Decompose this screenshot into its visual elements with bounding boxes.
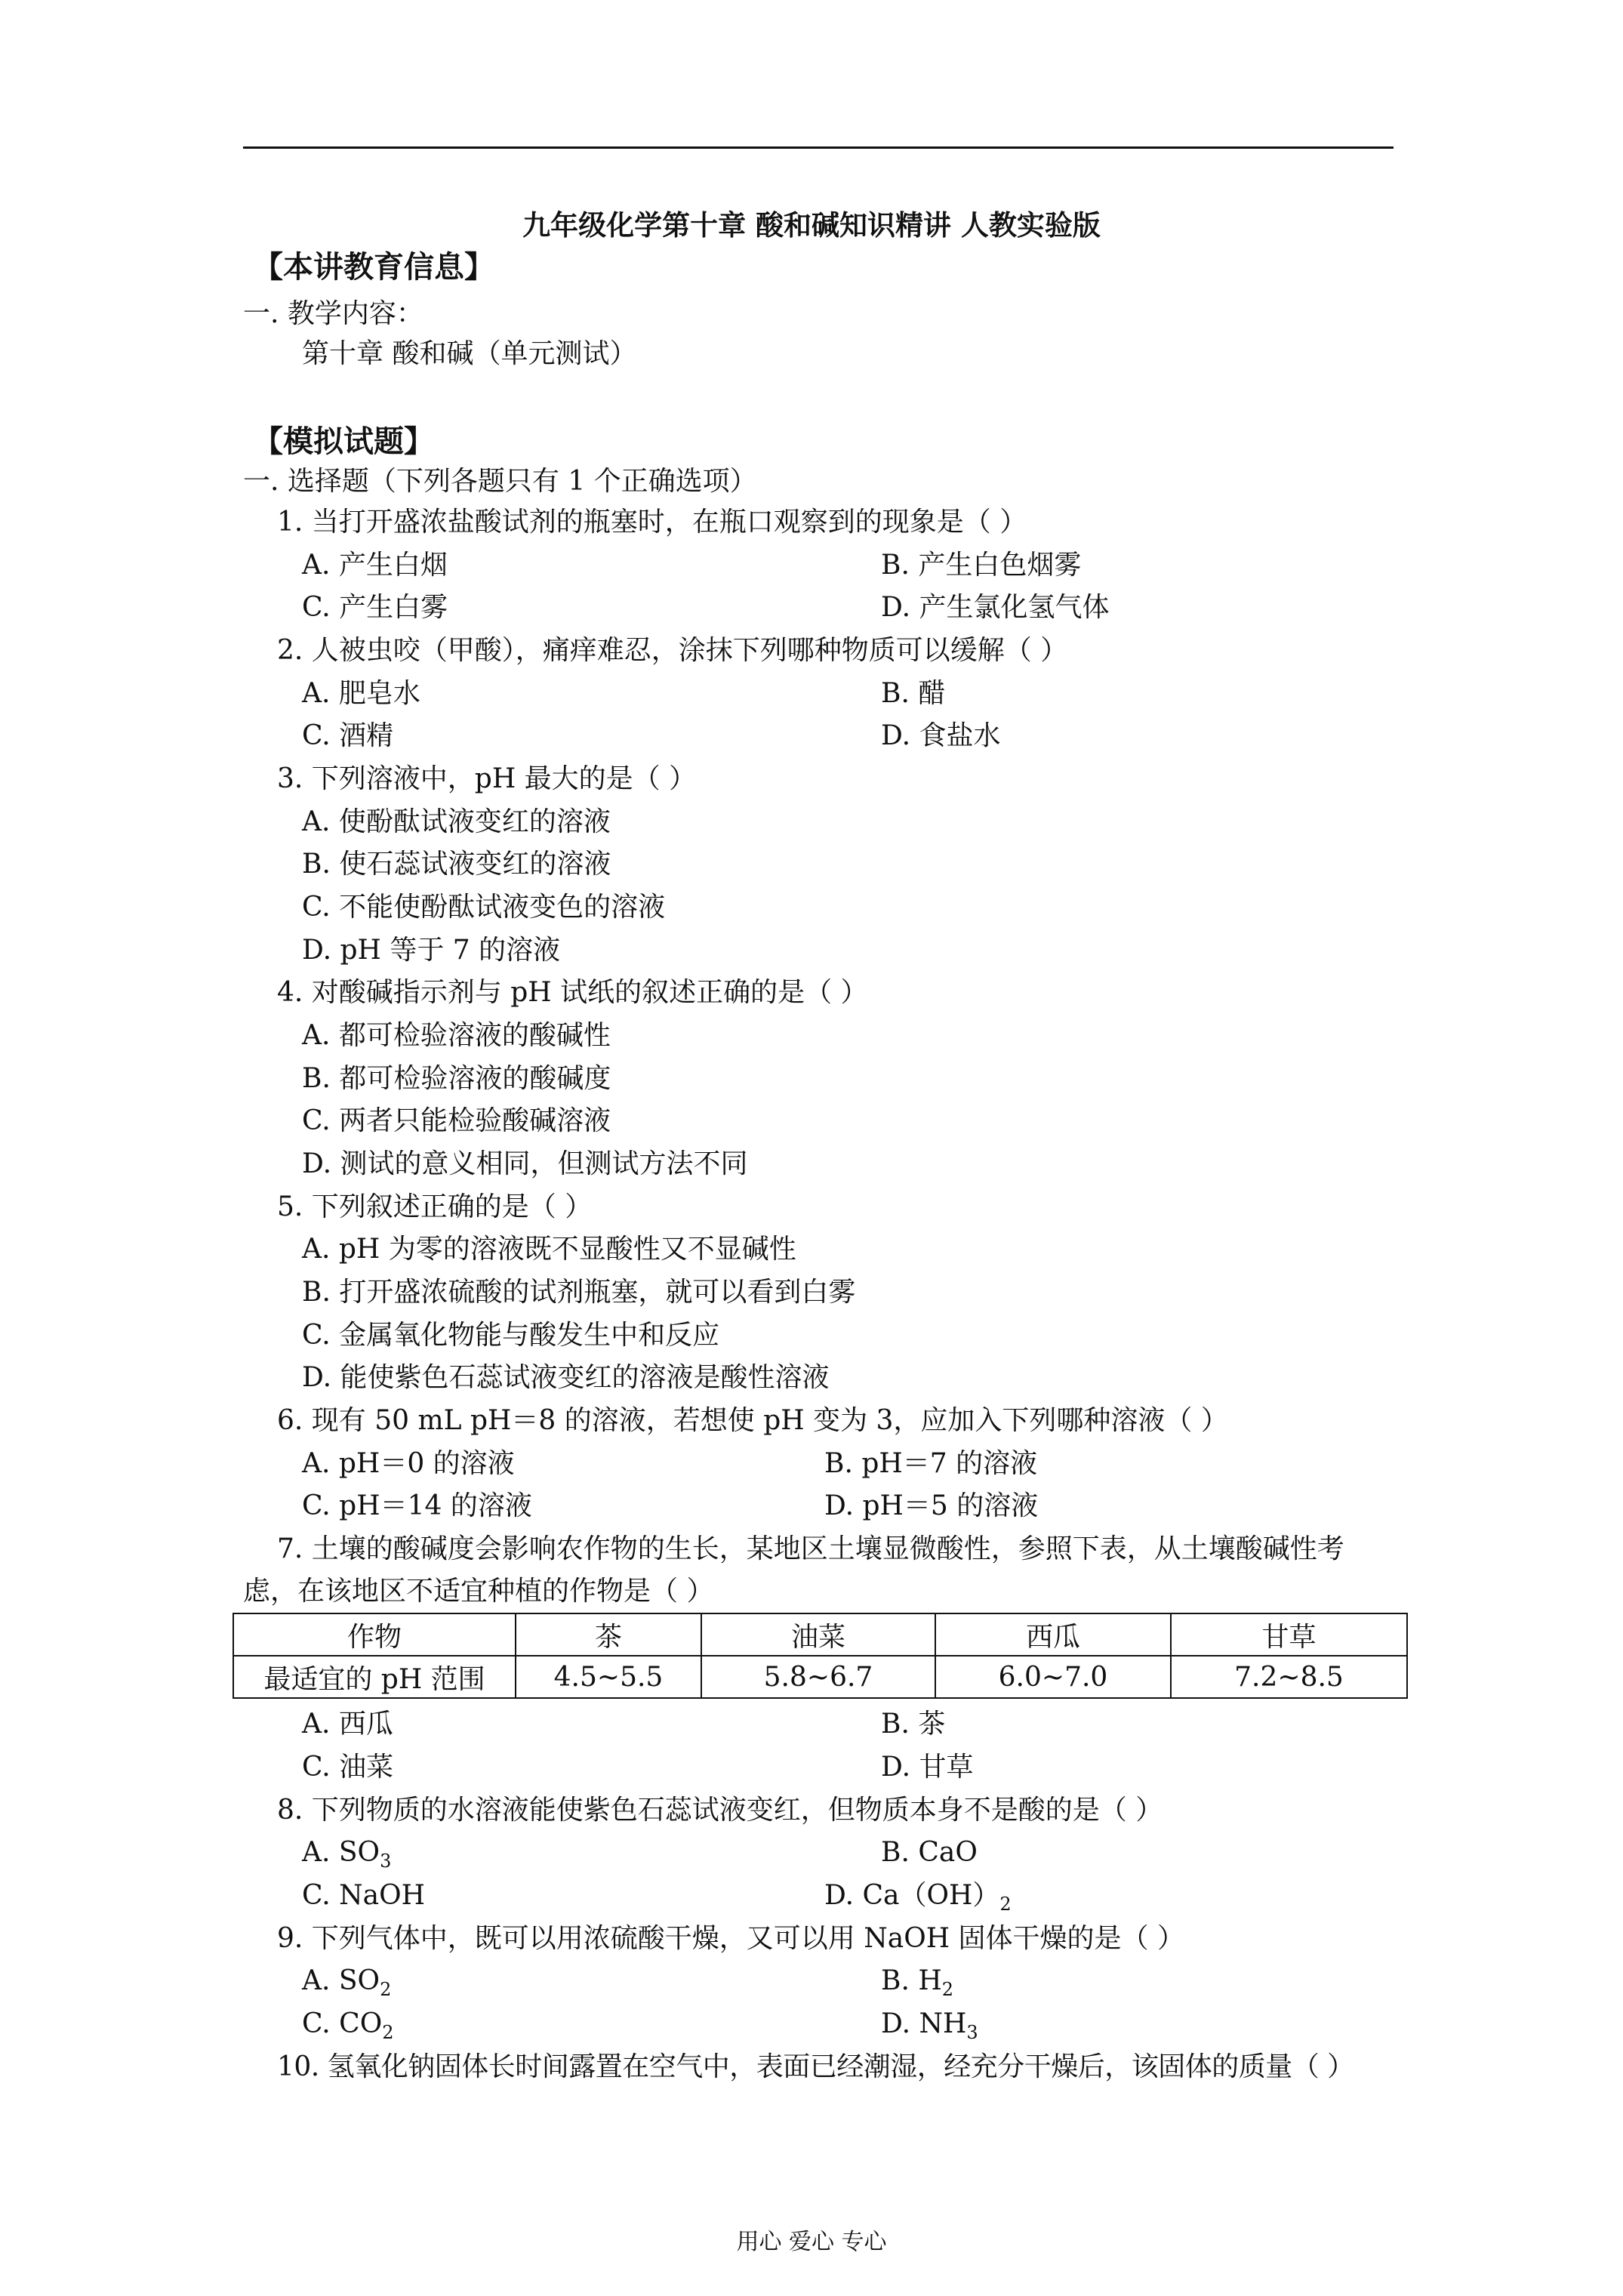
crop-ph-table (233, 1613, 1408, 1699)
q4-option-d: D. 测试的意义相同，但测试方法不同 (302, 1148, 748, 1179)
q3-option-d: D. pH 等于 7 的溶液 (302, 935, 561, 966)
table-cell: 5.8~6.7 (701, 1656, 935, 1698)
q8-option-a: A. $SO_3$ (302, 1837, 392, 1872)
table-cell: 4.5~5.5 (516, 1656, 701, 1698)
page-footer: 用心 爱心 专心 (736, 2229, 887, 2255)
q3-option-a: A. 使酚酞试液变红的溶液 (302, 806, 611, 837)
subscript: 3 (966, 2022, 978, 2043)
question-6-stem: 6. 现有 50 mL pH＝8 的溶液，若想使 pH 变为 3，应加入下列哪种溶液（ ） (277, 1405, 1228, 1436)
part1-heading: 一. 选择题（下列各题只有 1 个正确选项） (243, 466, 757, 497)
table-header-cell: 油菜 (701, 1613, 935, 1656)
q8-option-b: B. CaO (881, 1837, 978, 1868)
q1-option-b: B. 产生白色烟雾 (881, 550, 1082, 581)
question-3-stem: 3. 下列溶液中，pH 最大的是（ ） (277, 763, 697, 794)
q5-option-a: A. pH 为零的溶液既不显酸性又不显碱性 (302, 1234, 796, 1265)
table-cell: 6.0~7.0 (935, 1656, 1171, 1698)
table-header-row (233, 1613, 1407, 1656)
q2-option-c: C. 酒精 (302, 720, 394, 751)
q4-option-a: A. 都可检验溶液的酸碱性 (302, 1020, 611, 1051)
q9-option-a: A. $SO_2$ (302, 1965, 392, 2000)
question-7-stem: 7. 土壤的酸碱度会影响农作物的生长，某地区土壤显微酸性，参照下表，从土壤酸碱性考 (277, 1533, 1344, 1564)
q9-option-b: B. $H_2$ (881, 1965, 954, 2000)
q1-option-d: D. 产生氯化氢气体 (881, 592, 1110, 623)
q5-option-d: D. 能使紫色石蕊试液变红的溶液是酸性溶液 (302, 1362, 830, 1393)
question-8-stem: 8. 下列物质的水溶液能使紫色石蕊试液变红，但物质本身不是酸的是（ ） (277, 1795, 1163, 1826)
q7-option-a: A. 西瓜 (302, 1709, 393, 1740)
q6-option-b: B. pH＝7 的溶液 (824, 1448, 1038, 1479)
q6-option-c: C. pH＝14 的溶液 (302, 1490, 532, 1521)
table-cell: 最适宜的 pH 范围 (233, 1656, 516, 1698)
subscript: 2 (380, 1979, 392, 2000)
q9-option-d: D. $NH_3$ (881, 2008, 978, 2043)
q3-option-b: B. 使石蕊试液变红的溶液 (302, 849, 611, 880)
q6-option-d: D. pH＝5 的溶液 (824, 1490, 1039, 1521)
q7-option-c: C. 油菜 (302, 1752, 394, 1783)
teach-content-label: 一. 教学内容： (243, 298, 423, 329)
q8-option-d: D. $Ca(OH)_2$ (824, 1880, 1012, 1915)
q3-option-c: C. 不能使酚酞试液变色的溶液 (302, 892, 666, 923)
subscript: 3 (380, 1851, 392, 1872)
q6-option-a: A. pH＝0 的溶液 (302, 1448, 515, 1479)
q1-option-a: A. 产生白烟 (302, 550, 448, 581)
q7-option-d: D. 甘草 (881, 1752, 974, 1783)
question-1-stem: 1. 当打开盛浓盐酸试剂的瓶塞时，在瓶口观察到的现象是（ ） (277, 507, 1027, 538)
subscript: 2 (999, 1894, 1012, 1915)
table-row (233, 1656, 1407, 1698)
table-header-cell: 甘草 (1171, 1613, 1407, 1656)
section-heading-info: 【本讲教育信息】 (253, 249, 494, 285)
q8-option-c: C. NaOH (302, 1880, 426, 1911)
table-cell: 7.2~8.5 (1171, 1656, 1407, 1698)
question-10-stem: 10. 氢氧化钠固体长时间露置在空气中，表面已经潮湿，经充分干燥后，该固体的质量（ ） (277, 2051, 1354, 2082)
q9-option-c: C. $CO_2$ (302, 2008, 394, 2043)
q2-option-b: B. 醋 (881, 678, 946, 709)
q2-option-a: A. 肥皂水 (302, 678, 420, 709)
q4-option-b: B. 都可检验溶液的酸碱度 (302, 1063, 611, 1094)
page-title: 九年级化学第十章 酸和碱知识精讲 人教实验版 (522, 208, 1101, 242)
q4-option-c: C. 两者只能检验酸碱溶液 (302, 1105, 611, 1136)
question-2-stem: 2. 人被虫咬（甲酸），痛痒难忍，涂抹下列哪种物质可以缓解（ ） (277, 635, 1068, 666)
question-7-stem-continued: 虑，在该地区不适宜种植的作物是（ ） (243, 1576, 714, 1607)
q5-option-b: B. 打开盛浓硫酸的试剂瓶塞，就可以看到白雾 (302, 1277, 856, 1308)
q7-option-b: B. 茶 (881, 1709, 946, 1740)
question-9-stem: 9. 下列气体中，既可以用浓硫酸干燥，又可以用 NaOH 固体干燥的是（ ） (277, 1923, 1184, 1954)
question-4-stem: 4. 对酸碱指示剂与 pH 试纸的叙述正确的是（ ） (277, 977, 868, 1008)
subscript: 2 (941, 1979, 954, 2000)
q1-option-c: C. 产生白雾 (302, 592, 448, 623)
q2-option-d: D. 食盐水 (881, 720, 1001, 751)
header-rule (243, 146, 1394, 149)
subscript: 2 (382, 2022, 394, 2043)
table-header-cell: 茶 (516, 1613, 701, 1656)
section-heading-mock: 【模拟试题】 (253, 424, 434, 459)
teach-content-text: 第十章 酸和碱（单元测试） (302, 338, 637, 369)
q5-option-c: C. 金属氧化物能与酸发生中和反应 (302, 1320, 720, 1351)
question-5-stem: 5. 下列叙述正确的是（ ） (277, 1191, 593, 1222)
table-header-cell: 西瓜 (935, 1613, 1171, 1656)
table-header-cell: 作物 (233, 1613, 516, 1656)
